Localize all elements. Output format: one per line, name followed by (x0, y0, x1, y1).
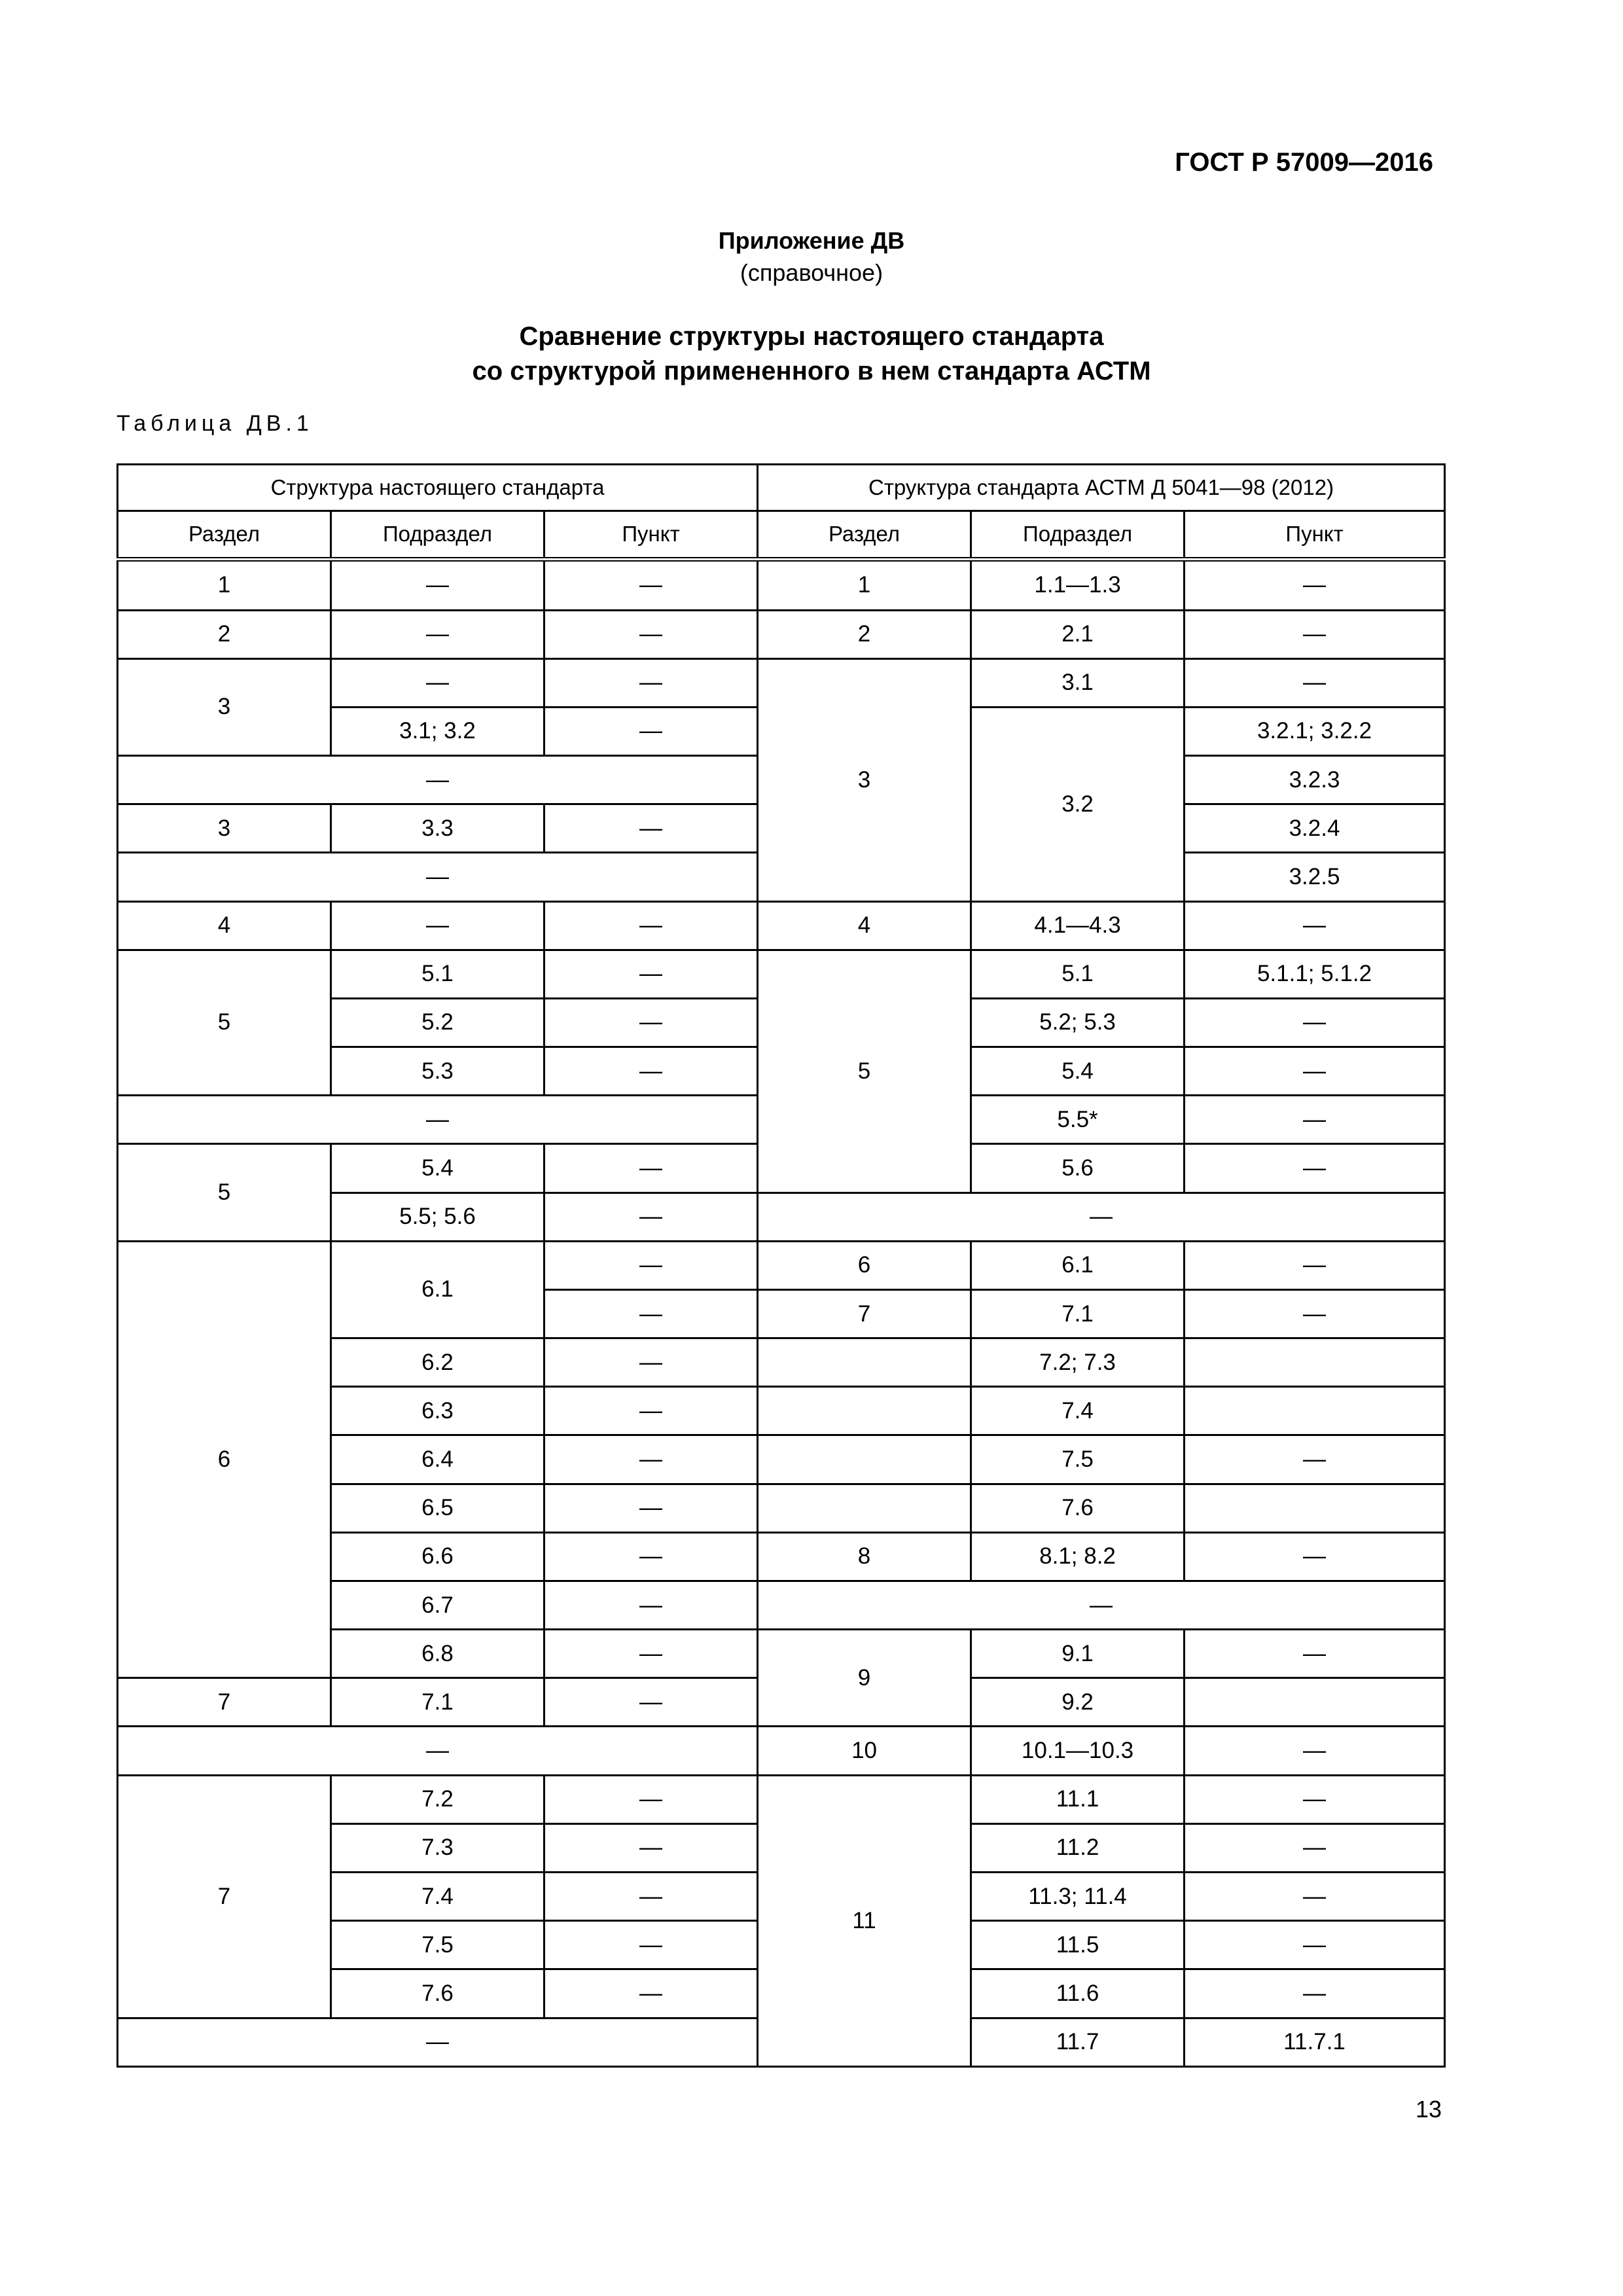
table-cell: 7 (118, 1775, 331, 2018)
table-cell (1185, 1387, 1445, 1435)
table-cell: — (544, 1969, 758, 2018)
table-cell: — (544, 1289, 758, 1338)
table-cell: — (331, 559, 544, 610)
table-cell: 3.1; 3.2 (331, 707, 544, 755)
table-cell: 5 (118, 950, 331, 1096)
table-cell (758, 1484, 971, 1532)
table-cell: — (1185, 1532, 1445, 1581)
table-cell: 6.7 (331, 1581, 544, 1629)
table-cell: 11 (758, 1775, 971, 2066)
table-cell: — (544, 901, 758, 950)
table-cell: — (1185, 1144, 1445, 1193)
table-cell: 10.1—10.3 (971, 1727, 1185, 1775)
table-cell: — (331, 658, 544, 707)
table-cell: — (118, 1727, 758, 1775)
table-cell: 6.1 (331, 1241, 544, 1338)
table-cell: — (544, 804, 758, 853)
table-cell: 7.5 (971, 1435, 1185, 1484)
heading-line-1: Сравнение структуры настоящего стандарта (519, 322, 1104, 351)
table-cell: — (544, 1775, 758, 1823)
table-cell: — (544, 658, 758, 707)
table-cell: 11.7.1 (1185, 2018, 1445, 2067)
table-cell: — (544, 1630, 758, 1678)
table-cell: 11.6 (971, 1969, 1185, 2018)
table-cell: — (544, 998, 758, 1047)
column-header: Подраздел (331, 511, 544, 559)
table-cell: 5.4 (971, 1047, 1185, 1096)
table-cell: 6.8 (331, 1630, 544, 1678)
table-cell: 6 (758, 1241, 971, 1289)
table-cell: 7.3 (331, 1823, 544, 1872)
table-cell: 5.5* (971, 1096, 1185, 1144)
table-cell: 4 (118, 901, 331, 950)
table-cell: — (544, 1532, 758, 1581)
table-cell: — (1185, 1775, 1445, 1823)
table-cell: 7 (758, 1289, 971, 1338)
table-cell: 3.2.1; 3.2.2 (1185, 707, 1445, 755)
heading-line-2: со структурой примененного в нем стандарта АСТМ (472, 357, 1151, 386)
table-cell: 2 (118, 610, 331, 658)
column-header: Пункт (1185, 511, 1445, 559)
table-cell (758, 1338, 971, 1387)
table-cell: — (1185, 998, 1445, 1047)
group-header-this-standard: Структура настоящего стандарта (118, 465, 758, 511)
table-cell: — (1185, 610, 1445, 658)
table-cell: 4.1—4.3 (971, 901, 1185, 950)
table-cell: 11.5 (971, 1921, 1185, 1969)
table-cell: 9.2 (971, 1678, 1185, 1727)
table-cell: 5.5; 5.6 (331, 1193, 544, 1241)
table-cell: 5 (118, 1144, 331, 1241)
table-cell: — (1185, 901, 1445, 950)
table-cell: — (544, 1241, 758, 1289)
column-header: Раздел (118, 511, 331, 559)
table-cell: 7.4 (331, 1872, 544, 1920)
table-cell: — (544, 1872, 758, 1920)
comparison-table (116, 463, 1446, 2068)
table-cell: — (758, 1193, 1445, 1241)
table-cell (758, 1435, 971, 1484)
table-cell: 4 (758, 901, 971, 950)
table-row (118, 559, 1445, 610)
table-cell: — (544, 1921, 758, 1969)
table-cell: — (331, 901, 544, 950)
table-cell: 8 (758, 1532, 971, 1581)
table-cell: 7.2 (331, 1775, 544, 1823)
table-cell: — (544, 1047, 758, 1096)
table-cell: — (1185, 1241, 1445, 1289)
table-cell: 5.1 (971, 950, 1185, 998)
table-row (118, 1775, 1445, 1823)
table-cell: 3.2.3 (1185, 756, 1445, 804)
table-cell: 7 (118, 1678, 331, 1727)
column-header: Подраздел (971, 511, 1185, 559)
table-cell: 5.2 (331, 998, 544, 1047)
annex-title: Приложение ДВ (718, 227, 905, 254)
group-header-astm-standard: Структура стандарта АСТМ Д 5041—98 (2012) (758, 465, 1445, 511)
table-cell: 6.1 (971, 1241, 1185, 1289)
table-cell: 7.2; 7.3 (971, 1338, 1185, 1387)
table-cell: — (118, 853, 758, 901)
table-cell: — (1185, 559, 1445, 610)
group-header-row (118, 465, 1445, 511)
table-cell: 9 (758, 1630, 971, 1727)
table-cell: — (1185, 1289, 1445, 1338)
table-cell: 2.1 (971, 610, 1185, 658)
table-cell: 5.6 (971, 1144, 1185, 1193)
table-cell: 3.2 (971, 707, 1185, 901)
column-header: Раздел (758, 511, 971, 559)
table-cell (1185, 1338, 1445, 1387)
table-cell: — (1185, 1435, 1445, 1484)
table-cell: 11.1 (971, 1775, 1185, 1823)
page-number: 13 (1416, 2096, 1442, 2123)
table-cell (1185, 1678, 1445, 1727)
table-cell: 10 (758, 1727, 971, 1775)
table-cell: — (544, 610, 758, 658)
table-caption: Таблица ДВ.1 (116, 411, 313, 436)
table-cell: — (331, 610, 544, 658)
table-row (118, 901, 1445, 950)
table-cell: 2 (758, 610, 971, 658)
table-row (118, 1241, 1445, 1289)
document-id: ГОСТ Р 57009—2016 (1175, 148, 1433, 177)
table-cell: 11.7 (971, 2018, 1185, 2067)
table-row (118, 610, 1445, 658)
table-cell: — (1185, 1096, 1445, 1144)
table-cell: 8.1; 8.2 (971, 1532, 1185, 1581)
table-cell: — (1185, 1047, 1445, 1096)
table-cell: 6.4 (331, 1435, 544, 1484)
table-cell: — (544, 1678, 758, 1727)
table-cell (758, 1387, 971, 1435)
table-cell: — (1185, 1630, 1445, 1678)
table-row (118, 658, 1445, 707)
table-cell: 1 (118, 559, 331, 610)
table-cell: — (544, 1144, 758, 1193)
table-cell: 11.3; 11.4 (971, 1872, 1185, 1920)
table-cell: — (544, 1387, 758, 1435)
table-cell: — (544, 559, 758, 610)
table-cell: 6.2 (331, 1338, 544, 1387)
table-row (118, 1727, 1445, 1775)
table-cell: 7.6 (971, 1484, 1185, 1532)
table-cell: 3.1 (971, 658, 1185, 707)
table-cell: — (1185, 1727, 1445, 1775)
table-cell: 7.6 (331, 1969, 544, 2018)
table-cell: 7.5 (331, 1921, 544, 1969)
table-cell: 3.2.5 (1185, 853, 1445, 901)
table-cell: 7.1 (971, 1289, 1185, 1338)
annex-kind: (справочное) (740, 259, 883, 286)
table-cell: 3 (118, 658, 331, 755)
table-cell: 9.1 (971, 1630, 1185, 1678)
table-cell: — (118, 756, 758, 804)
table-cell: — (544, 1435, 758, 1484)
table-cell: — (544, 950, 758, 998)
table-cell: — (118, 1096, 758, 1144)
column-header: Пункт (544, 511, 758, 559)
table-cell: — (1185, 1823, 1445, 1872)
table-cell: — (1185, 1969, 1445, 2018)
table-cell: — (1185, 658, 1445, 707)
table-cell: 1 (758, 559, 971, 610)
table-cell: — (544, 1823, 758, 1872)
table-cell: — (758, 1581, 1445, 1629)
table-cell: 5.4 (331, 1144, 544, 1193)
table-cell: 6.6 (331, 1532, 544, 1581)
table-cell: 6 (118, 1241, 331, 1678)
table-cell: — (544, 1484, 758, 1532)
table-cell: 5.1 (331, 950, 544, 998)
table-cell: 3 (758, 658, 971, 901)
table-cell: 7.1 (331, 1678, 544, 1727)
table-cell: 5 (758, 950, 971, 1193)
table-cell: — (544, 1338, 758, 1387)
table-cell: — (118, 2018, 758, 2067)
table-cell: 6.5 (331, 1484, 544, 1532)
table-cell: — (544, 1193, 758, 1241)
table-cell: 3.3 (331, 804, 544, 853)
table-cell: 1.1—1.3 (971, 559, 1185, 610)
table-cell (1185, 1484, 1445, 1532)
table-cell: 7.4 (971, 1387, 1185, 1435)
table-cell: — (544, 1581, 758, 1629)
table-cell: — (1185, 1921, 1445, 1969)
column-header-row (118, 511, 1445, 559)
table-cell: 5.1.1; 5.1.2 (1185, 950, 1445, 998)
table-cell: 5.3 (331, 1047, 544, 1096)
table-cell: 3.2.4 (1185, 804, 1445, 853)
table-cell: — (544, 707, 758, 755)
table-cell: 11.2 (971, 1823, 1185, 1872)
table-cell: 5.2; 5.3 (971, 998, 1185, 1047)
table-row (118, 950, 1445, 998)
table-cell: — (1185, 1872, 1445, 1920)
table-cell: 6.3 (331, 1387, 544, 1435)
table-cell: 3 (118, 804, 331, 853)
